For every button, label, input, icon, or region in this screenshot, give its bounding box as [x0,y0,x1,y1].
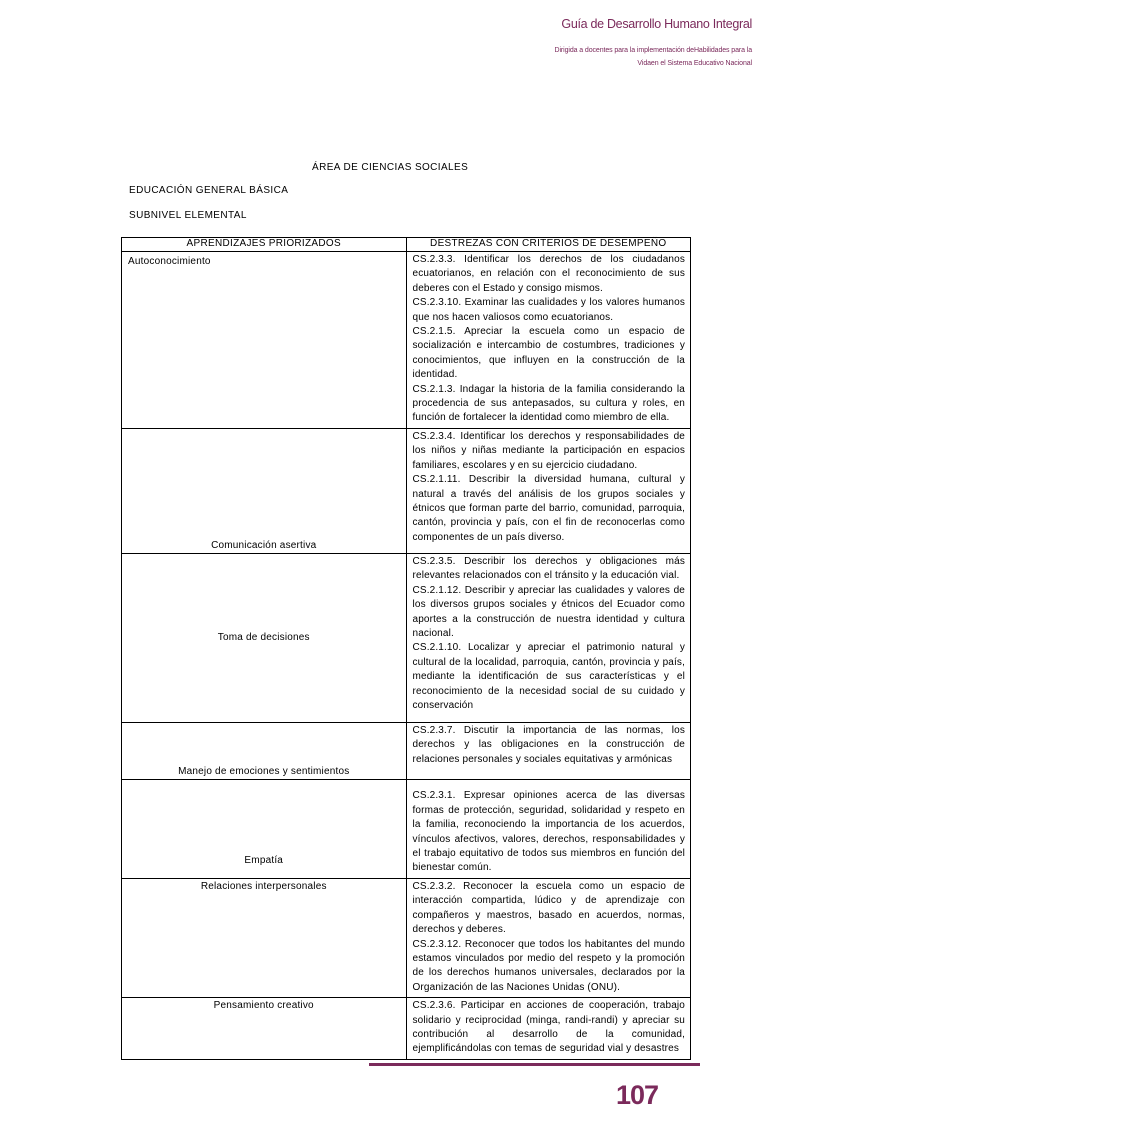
skill-cell: Empatía [122,779,407,878]
criteria-item: CS.2.3.5. Describir los derechos y obligaciones más relevantes relacionados con el tránsito y la educación vial. [412,555,685,582]
header-subtitle-line2: Vidaen el Sistema Educativo Nacional [637,60,752,67]
criteria-cell [406,428,691,553]
criteria-item: CS.2.3.6. Participar en acciones de cooperación, trabajo solidario y reciprocidad (minga, randi-randi) y apreciar su contribución al desarrollo de la comunidad, ejemplificándolas con temas de seguridad vial y desastres [412,1000,685,1055]
criteria-cell [406,878,691,997]
skills-table [121,237,691,1060]
area-title: ÁREA DE CIENCIAS SOCIALES [312,162,469,173]
criteria-cell [406,252,691,429]
skill-cell: Manejo de emociones y sentimientos [122,722,407,779]
table-header-row [122,238,691,252]
col-header-skills: DESTREZAS CON CRITERIOS DE DESEMPEÑO [406,238,691,252]
table-row [122,998,691,1060]
level-label: EDUCACIÓN GENERAL BÁSICA [129,185,289,196]
criteria-item: CS.2.3.2. Reconocer la escuela como un espacio de interacción compartida, lúdico y de aprendizaje con compañeros y maestros, basado en acuerdos, normas, derechos y deberes. [412,880,685,936]
criteria-cell [406,998,691,1060]
footer-divider [369,1063,700,1066]
skill-cell: Autoconocimiento [122,252,407,429]
col-header-learning: APRENDIZAJES PRIORIZADOS [122,238,407,252]
page-number: 107 [616,1080,659,1110]
criteria-item: CS.2.1.3. Indagar la historia de la familia considerando la procedencia de sus antepasados, su cultura y roles, en función de fortalecer la identidad como miembro de ella. [412,383,685,424]
criteria-item: CS.2.1.10. Localizar y apreciar el patrimonio natural y cultural de la localidad, parroquia, cantón, provincia y país, mediante la identificación de sus características y el reconocimiento de la necesidad social de su cuidado y conservación [412,642,685,711]
criteria-item: CS.2.3.1. Expresar opiniones acerca de las diversas formas de protección, seguridad, solidaridad y respeto en la familia, reconociendo la importancia de los acuerdos, vínculos afectivos, valores, derechos, responsabilidades y el trabajo equitativo de todos sus miembros en función del bienestar común. [412,790,685,874]
criteria-item: CS.2.1.12. Describir y apreciar las cualidades y valores de los diversos grupos sociales y étnicos del Ecuador como aportes a la construcción de nuestra identidad y cultura nacional. [412,584,685,639]
skill-cell: Pensamiento creativo [122,998,407,1060]
sublevel-label: SUBNIVEL ELEMENTAL [129,210,247,221]
skill-cell: Comunicación asertiva [122,428,407,553]
header-subtitle [555,44,753,70]
skill-cell: Relaciones interpersonales [122,878,407,997]
table-row [122,252,691,429]
criteria-item: CS.2.3.4. Identificar los derechos y responsabilidades de los niños y niñas mediante la participación en espacios familiares, escolares y en su ejercicio ciudadano. [412,430,685,471]
criteria-item: CS.2.1.11. Describir la diversidad humana, cultural y natural a través del análisis de los grupos sociales y étnicos que forman parte del barrio, comunidad, parroquia, cantón, provincia y país, con el fin de reconocerlas como componentes de un país diverso. [412,474,685,543]
criteria-item: CS.2.3.3. Identificar los derechos de los ciudadanos ecuatorianos, en relación con el reconocimiento de sus deberes con el Estado y consigo mismos. [412,254,685,294]
table-row [122,553,691,722]
criteria-item: CS.2.1.5. Apreciar la escuela como un espacio de socialización e intercambio de costumbres, tradiciones y conocimientos, que influyen en la construcción de la identidad. [412,326,685,381]
skill-cell: Toma de decisiones [122,553,407,722]
criteria-cell [406,779,691,878]
criteria-cell [406,553,691,722]
criteria-cell [406,722,691,779]
criteria-item: CS.2.3.10. Examinar las cualidades y los valores humanos que nos hacen valiosos como ecuatorianos. [412,297,685,323]
criteria-item: CS.2.3.7. Discutir la importancia de las normas, los derechos y las obligaciones en la construcción de relaciones personales y sociales equitativas y armónicas [412,724,685,765]
criteria-item: CS.2.3.12. Reconocer que todos los habitantes del mundo estamos vinculados por medio del respeto y la promoción de los derechos humanos universales, declarados por la Organización de las Naciones Unidas (ONU). [412,938,685,993]
header-subtitle-line1: Dirigida a docentes para la implementación deHabilidades para la [554,47,752,54]
table-row [122,779,691,878]
header-title: Guía de Desarrollo Humano Integral [561,17,752,31]
table-row [122,722,691,779]
table-row [122,878,691,997]
table-row [122,428,691,553]
